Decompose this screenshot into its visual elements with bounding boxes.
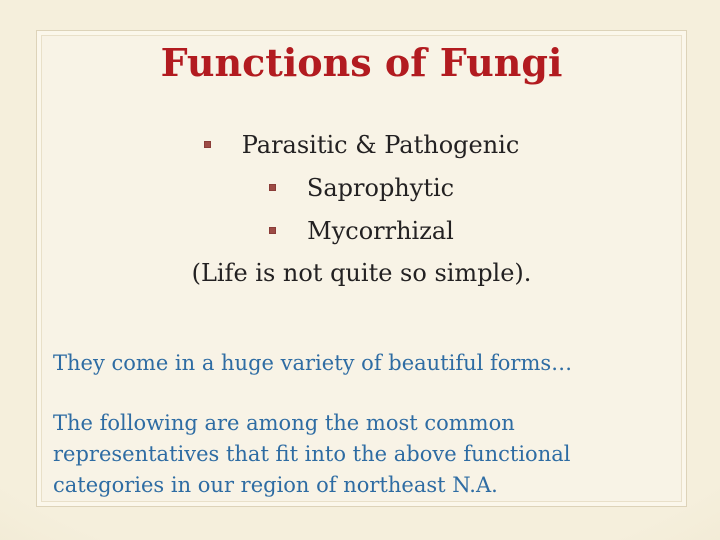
slide-title: Functions of Fungi xyxy=(160,40,563,85)
bullet-item xyxy=(37,166,686,209)
intro-line: They come in a huge variety of beautiful forms… xyxy=(53,351,573,375)
square-bullet-icon xyxy=(204,141,211,148)
bullet-label: Parasitic & Pathogenic xyxy=(241,130,520,159)
detail-line: The following are among the most common xyxy=(53,411,515,435)
bullet-label: Mycorrhizal xyxy=(307,216,454,245)
detail-paragraph xyxy=(53,408,570,501)
bullet-item xyxy=(37,209,686,252)
bullet-note: (Life is not quite so simple). xyxy=(191,259,532,287)
square-bullet-icon xyxy=(269,227,276,234)
bullet-item xyxy=(37,123,686,166)
square-bullet-icon xyxy=(269,184,276,191)
bullet-label: Saprophytic xyxy=(306,173,455,202)
slide-content-panel xyxy=(36,30,687,507)
detail-line: categories in our region of northeast N.A. xyxy=(53,473,498,497)
detail-line: representatives that fit into the above functional xyxy=(53,442,571,466)
bullet-list xyxy=(37,123,686,295)
